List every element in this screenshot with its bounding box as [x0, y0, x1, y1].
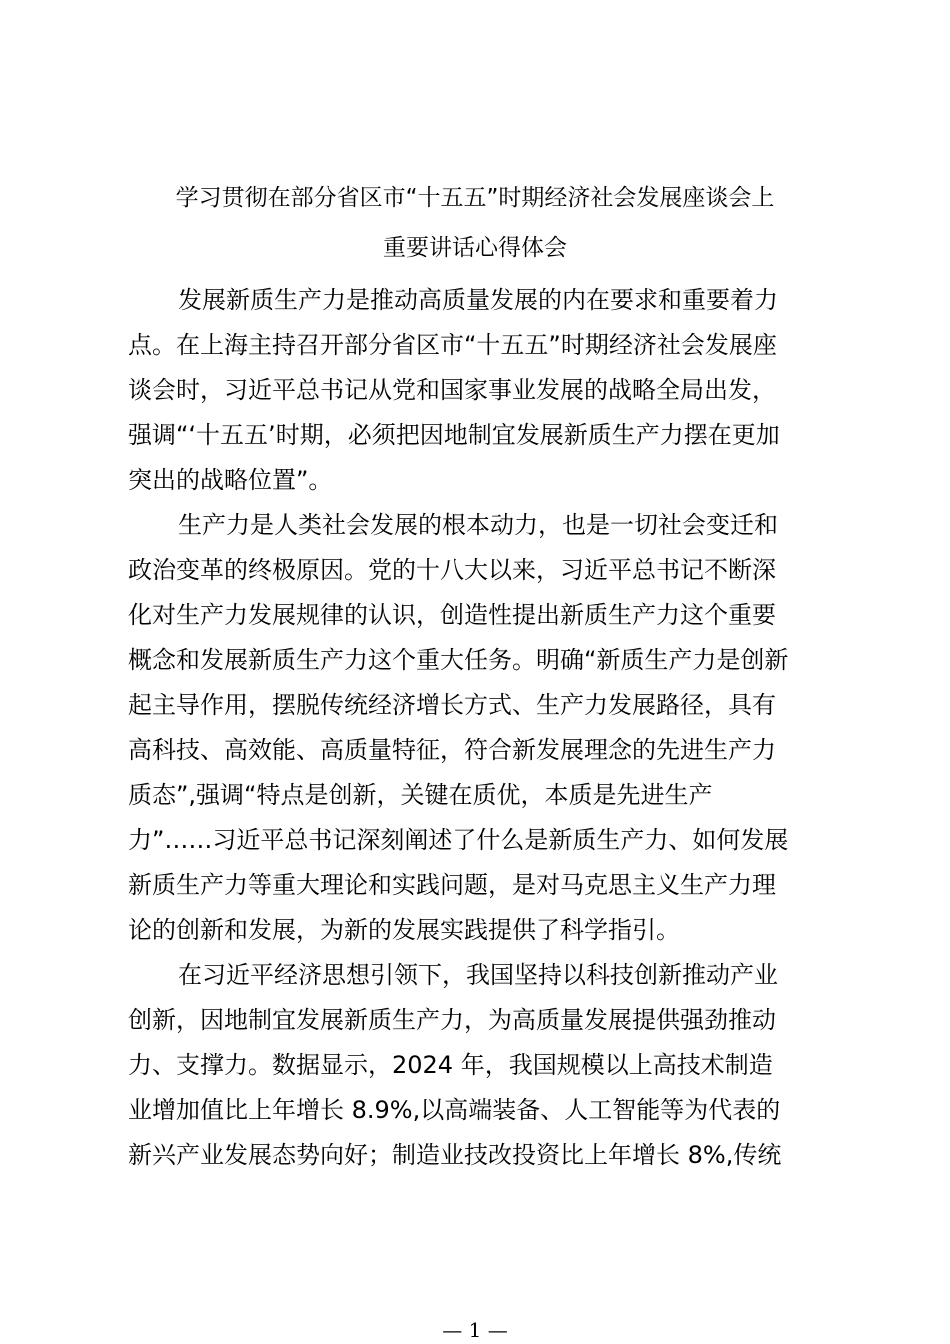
paragraph-1-line: 谈会时，习近平总书记从党和国家事业发展的战略全局出发， — [128, 376, 776, 404]
paragraph-2-line: 生产力是人类社会发展的根本动力，也是一切社会变迁和 — [178, 511, 778, 539]
paragraph-2-line: 化对生产力发展规律的认识，创造性提出新质生产力这个重要 — [128, 601, 776, 629]
paragraph-2-line: 概念和发展新质生产力这个重大任务。明确“新质生产力是创新 — [128, 646, 789, 674]
paragraph-2-line: 论的创新和发展，为新的发展实践提供了科学指引。 — [128, 916, 680, 944]
paragraph-2-line: 力”……习近平总书记深刻阐述了什么是新质生产力、如何发展 — [128, 826, 789, 854]
paragraph-3-line: 业增加值比上年增长 8.9%,以高端装备、人工智能等为代表的 — [128, 1096, 781, 1124]
paragraph-2-line: 新质生产力等重大理论和实践问题，是对马克思主义生产力理 — [128, 871, 776, 899]
paragraph-3-line: 创新，因地制宜发展新质生产力，为高质量发展提供强劲推动 — [128, 1006, 776, 1034]
document-title-line-1: 学习贯彻在部分省区市“十五五”时期经济社会发展座谈会上 — [175, 185, 775, 211]
paragraph-2-line: 政治变革的终极原因。党的十八大以来，习近平总书记不断深 — [128, 556, 776, 584]
paragraph-2-line: 起主导作用，摆脱传统经济增长方式、生产力发展路径，具有 — [128, 691, 776, 719]
paragraph-2-line: 高科技、高效能、高质量特征，符合新发展理念的先进生产力 — [128, 736, 776, 764]
paragraph-3-line: 新兴产业发展态势向好；制造业技改投资比上年增长 8%,传统 — [128, 1141, 782, 1169]
paragraph-1-line: 强调“‘十五五’时期，必须把因地制宜发展新质生产力摆在更加 — [128, 421, 780, 449]
paragraph-1-line: 发展新质生产力是推动高质量发展的内在要求和重要着力 — [178, 286, 778, 314]
paragraph-2-line: 质态”,强调“特点是创新，关键在质优，本质是先进生产 — [128, 781, 713, 809]
paragraph-1-line: 点。在上海主持召开部分省区市“十五五”时期经济社会发展座 — [128, 331, 777, 359]
page-number: — 1 — — [442, 1318, 508, 1342]
document-title-line-2: 重要讲话心得体会 — [383, 235, 567, 261]
document-body — [128, 278, 838, 1178]
paragraph-3-line: 在习近平经济思想引领下，我国坚持以科技创新推动产业 — [178, 961, 778, 989]
paragraph-3-line: 力、支撑力。数据显示，2024 年，我国规模以上高技术制造 — [128, 1051, 773, 1079]
paragraph-1-line: 突出的战略位置”。 — [128, 466, 333, 494]
